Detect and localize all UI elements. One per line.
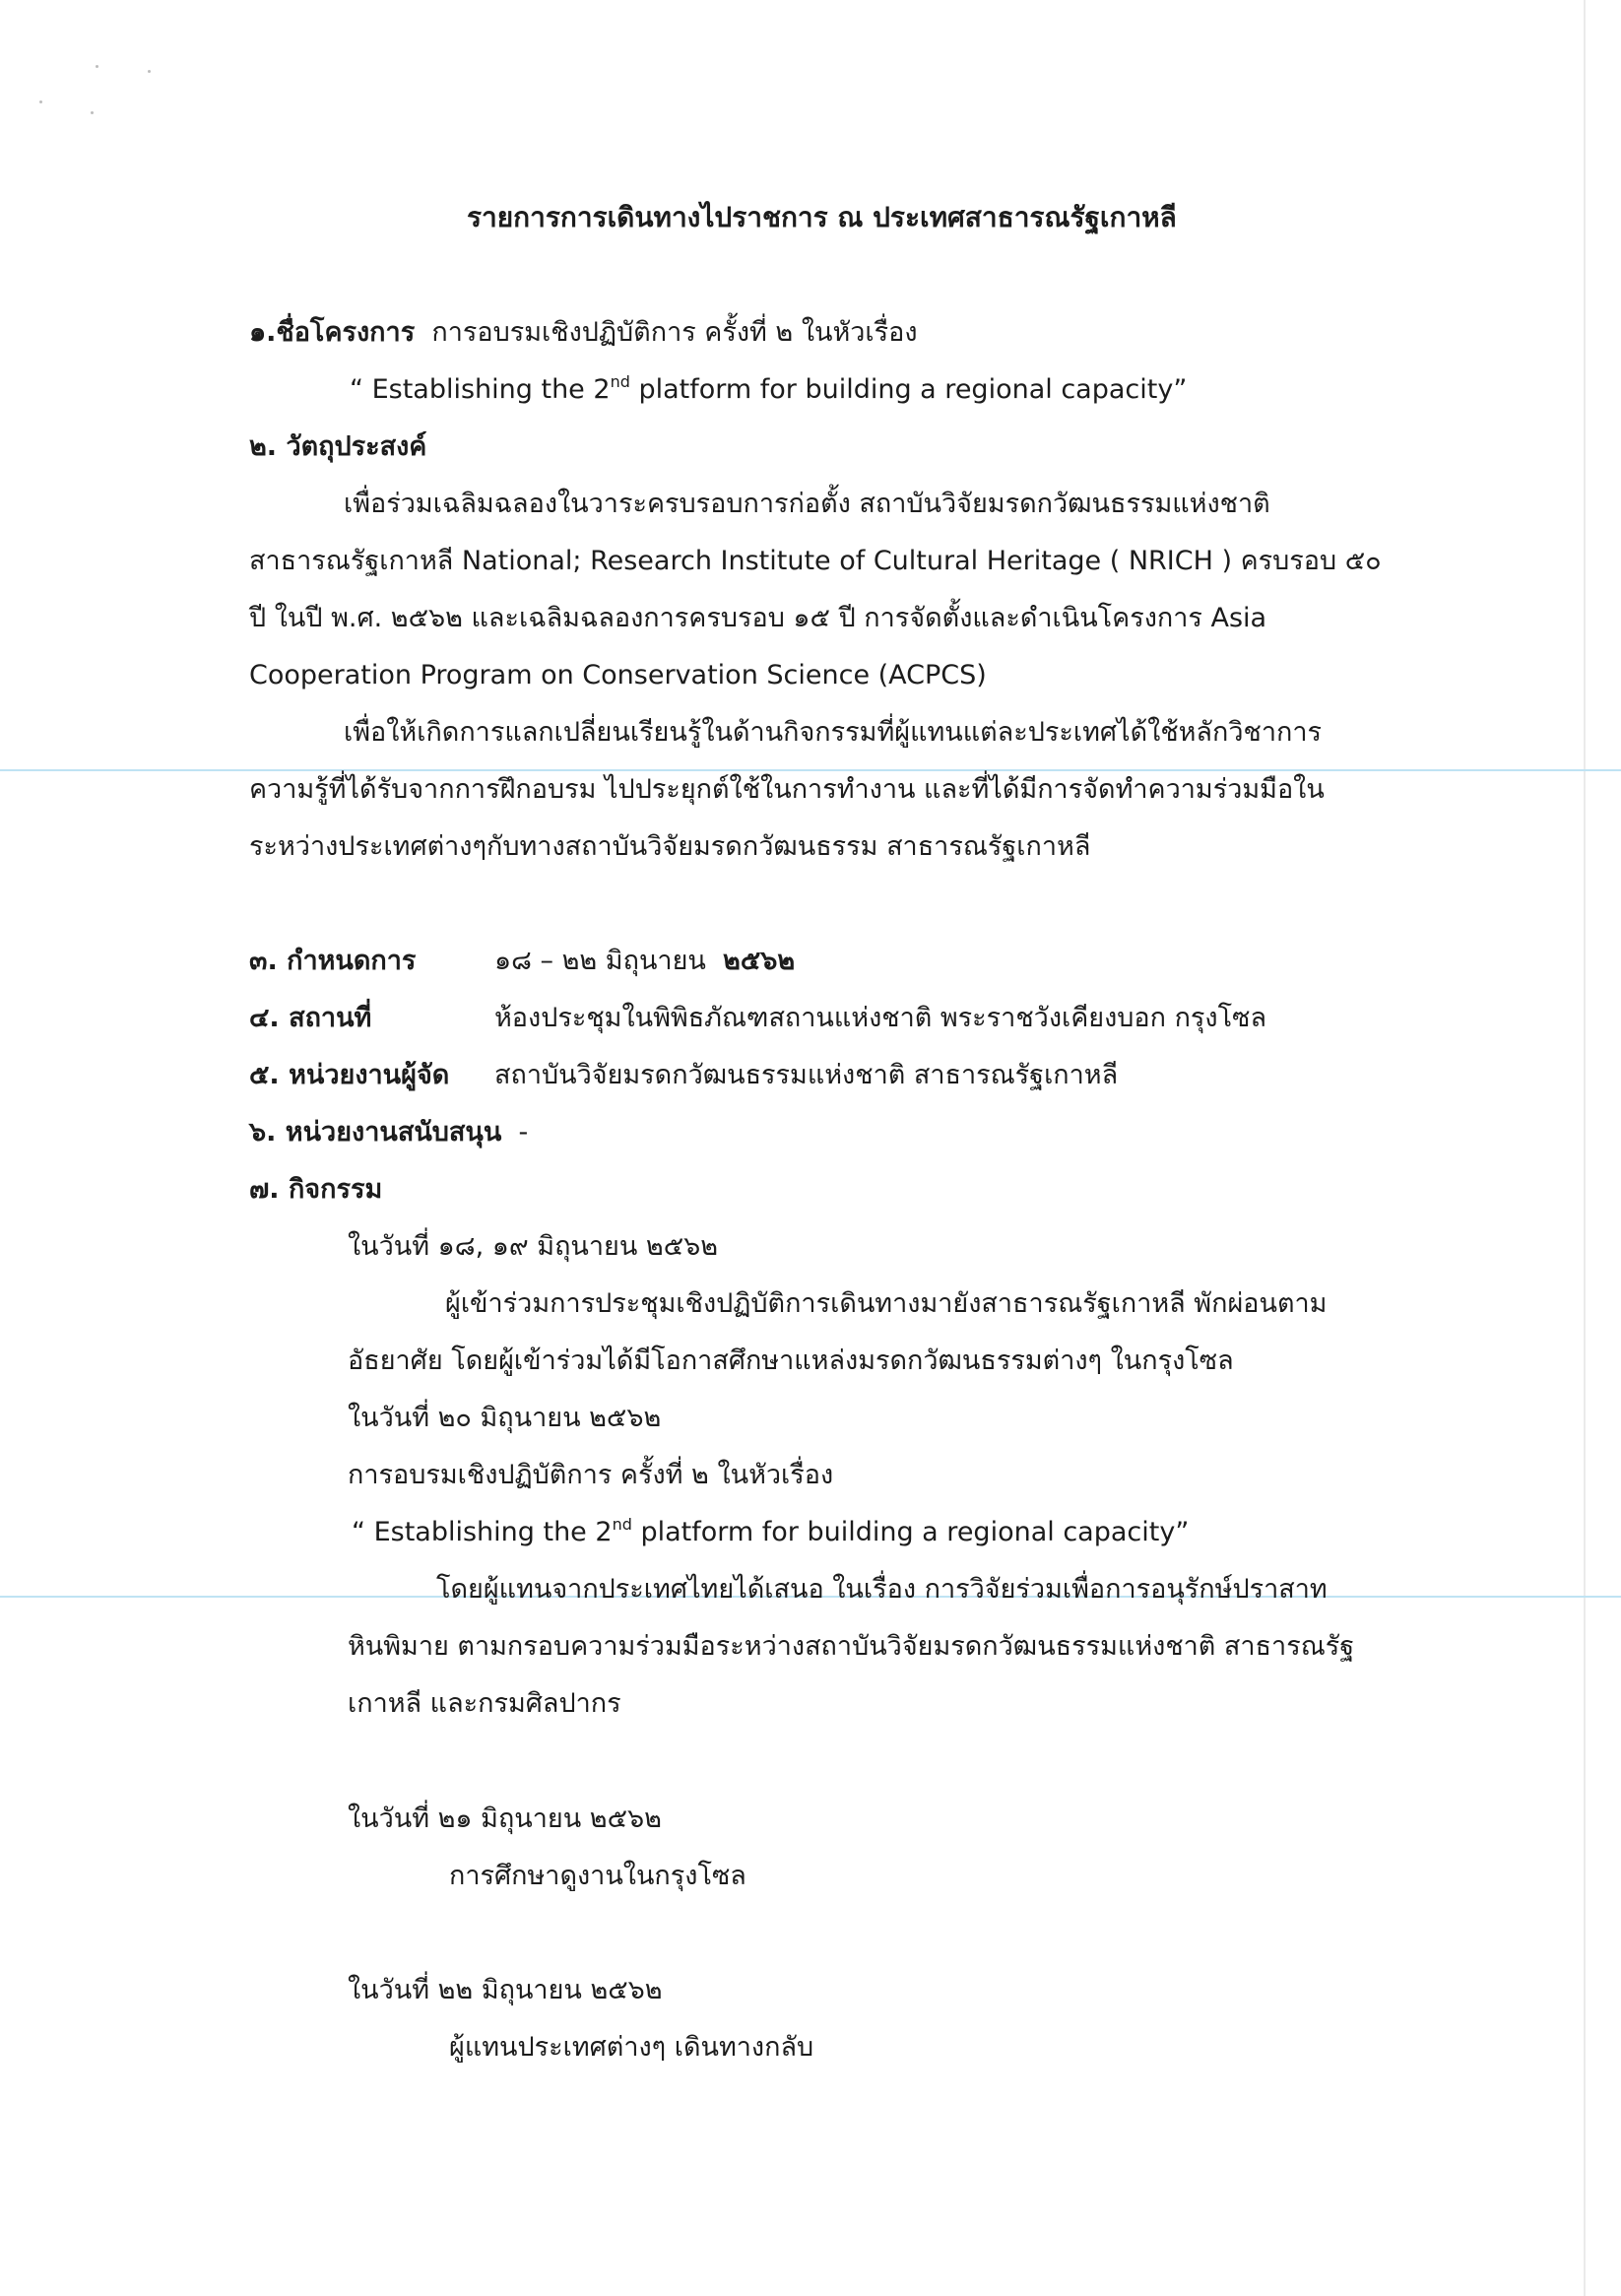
- day1-date: ในวันที่ ๑๘, ๑๙ มิถุนายน ๒๕๖๒: [348, 1231, 719, 1262]
- topic-text-end: platform for building a regional capacity”: [629, 374, 1188, 405]
- objective-line: ปี ในปี พ.ศ. ๒๕๖๒ และเฉลิมฉลองการครบรอบ ๑๕ ปี การจัดตั้งและดำเนินโครงการ Asia: [249, 603, 1267, 633]
- objective-line: เพื่อให้เกิดการแลกเปลี่ยนเรียนรู้ในด้านกิจกรรมที่ผู้แทนแต่ละประเทศได้ใช้หลักวิชาการ: [344, 717, 1322, 748]
- day4-date: ในวันที่ ๒๒ มิถุนายน ๒๕๖๒: [348, 1975, 663, 2005]
- organizer-value: สถาบันวิจัยมรดกวัฒนธรรมแห่งชาติ สาธารณรัฐเกาหลี: [494, 1060, 1119, 1090]
- day3-date: ในวันที่ ๒๑ มิถุนายน ๒๕๖๒: [348, 1804, 662, 1834]
- organizer-label: ๕. หน่วยงานผู้จัด: [249, 1060, 450, 1090]
- schedule-year: ๒๕๖๒: [723, 946, 796, 976]
- project-label: ๑.ชื่อโครงการ: [249, 317, 416, 348]
- objective-line: สาธารณรัฐเกาหลี National; Research Institute of Cultural Heritage ( NRICH ) ครบรอบ ๕๐: [249, 546, 1382, 576]
- schedule-label: ๓. กำหนดการ: [249, 946, 417, 976]
- scan-speck: [39, 100, 42, 103]
- project-row: [249, 313, 918, 353]
- scan-page-edge: [1584, 0, 1586, 2296]
- objective-line: เพื่อร่วมเฉลิมฉลองในวาระครบรอบการก่อตั้ง สถาบันวิจัยมรดกวัฒนธรรมแห่งชาติ: [344, 489, 1270, 519]
- scan-speck: [96, 65, 98, 68]
- scan-speck: [148, 70, 151, 73]
- venue-value: ห้องประชุมในพิพิธภัณฑสถานแห่งชาติ พระราชวังเคียงบอก กรุงโซล: [494, 1003, 1266, 1033]
- day2-date: ในวันที่ ๒๐ มิถุนายน ๒๕๖๒: [348, 1403, 662, 1433]
- activities-heading: ๗. กิจกรรม: [249, 1174, 383, 1205]
- schedule-dates: ๑๘ – ๒๒ มิถุนายน: [494, 946, 706, 976]
- topic-text-start: “ Establishing the 2: [352, 1517, 613, 1547]
- venue-label: ๔. สถานที่: [249, 1003, 372, 1033]
- day1-detail-line: อัธยาศัย โดยผู้เข้าร่วมได้มีโอกาสศึกษาแหล่งมรดกวัฒนธรรมต่างๆ ในกรุงโซล: [348, 1345, 1234, 1376]
- schedule-value: [494, 942, 795, 981]
- day2-topic: [352, 1513, 1189, 1552]
- project-topic: [350, 370, 1187, 410]
- day2-detail-line: เกาหลี และกรมศิลปากร: [348, 1688, 621, 1719]
- supporter-label: ๖. หน่วยงานสนับสนุน: [249, 1117, 502, 1148]
- day3-detail: การศึกษาดูงานในกรุงโซล: [449, 1861, 746, 1891]
- topic-text-end: platform for building a regional capacity”: [631, 1517, 1190, 1547]
- day1-detail-line: ผู้เข้าร่วมการประชุมเชิงปฏิบัติการเดินทางมายังสาธารณรัฐเกาหลี พักผ่อนตาม: [445, 1288, 1328, 1319]
- topic-text-start: “ Establishing the 2: [350, 374, 611, 405]
- day4-detail: ผู้แทนประเทศต่างๆ เดินทางกลับ: [449, 2032, 814, 2063]
- objective-line: Cooperation Program on Conservation Science (ACPCS): [249, 660, 987, 690]
- project-name: การอบรมเชิงปฏิบัติการ ครั้งที่ ๒ ในหัวเรื่อง: [431, 317, 918, 348]
- objective-line: ระหว่างประเทศต่างๆกับทางสถาบันวิจัยมรดกวัฒนธรรม สาธารณรัฐเกาหลี: [249, 831, 1091, 862]
- supporter-value: -: [518, 1117, 529, 1148]
- document-title: รายการการเดินทางไปราชการ ณ ประเทศสาธารณรัฐเกาหลี: [467, 201, 1177, 233]
- objective-heading: ๒. วัตถุประสงค์: [249, 431, 427, 462]
- topic-superscript: nd: [612, 1515, 632, 1534]
- day2-detail-line: โดยผู้แทนจากประเทศไทยได้เสนอ ในเรื่อง การวิจัยร่วมเพื่อการอนุรักษ์ปราสาท: [436, 1574, 1328, 1605]
- day2-workshop: การอบรมเชิงปฏิบัติการ ครั้งที่ ๒ ในหัวเรื่อง: [348, 1460, 834, 1490]
- supporter-row: [249, 1113, 528, 1152]
- topic-superscript: nd: [610, 372, 630, 391]
- scan-speck: [91, 111, 94, 114]
- day2-detail-line: หินพิมาย ตามกรอบความร่วมมือระหว่างสถาบันวิจัยมรดกวัฒนธรรมแห่งชาติ สาธารณรัฐ: [348, 1631, 1355, 1662]
- objective-line: ความรู้ที่ได้รับจากการฝึกอบรม ไปประยุกต์ใช้ในการทำงาน และที่ได้มีการจัดทำความร่วมมือใน: [249, 774, 1325, 805]
